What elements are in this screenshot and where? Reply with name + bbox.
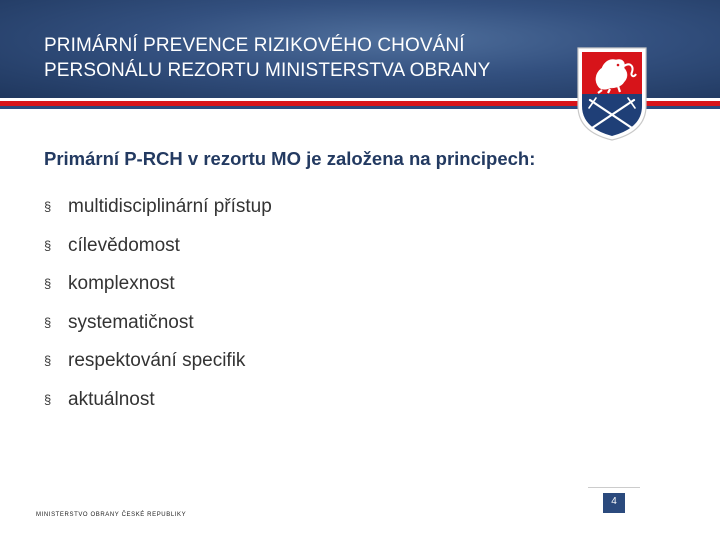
ministry-emblem-icon — [576, 46, 648, 142]
list-item-text: cílevědomost — [68, 234, 180, 256]
slide-title — [44, 33, 574, 83]
section-sign-bullet-icon: § — [44, 391, 52, 407]
list-item-text: komplexnost — [68, 273, 175, 294]
list-item — [44, 312, 272, 351]
list-item-text: respektování specifik — [68, 350, 246, 371]
section-sign-bullet-icon: § — [44, 353, 52, 368]
section-sign-bullet-icon: § — [44, 314, 52, 330]
section-sign-bullet-icon: § — [44, 237, 52, 253]
list-item — [44, 235, 272, 274]
list-item-text: aktuálnost — [68, 388, 155, 410]
footer-organization: MINISTERSTVO OBRANY ČESKÉ REPUBLIKY — [36, 512, 187, 518]
principles-list — [44, 196, 272, 427]
list-item — [44, 196, 272, 235]
section-sign-bullet-icon: § — [44, 276, 52, 291]
title-line-2: PERSONÁLU REZORTU MINISTERSTVA OBRANY — [44, 60, 491, 81]
list-item — [44, 350, 272, 389]
section-sign-bullet-icon: § — [44, 199, 52, 214]
list-item-text: systematičnost — [68, 311, 194, 333]
list-item-text: multidisciplinární přístup — [68, 196, 272, 217]
footer-divider — [588, 487, 640, 488]
page-number-badge: 4 — [603, 493, 625, 513]
title-line-1: PRIMÁRNÍ PREVENCE RIZIKOVÉHO CHOVÁNÍ — [44, 35, 465, 56]
list-item — [44, 389, 272, 428]
list-item — [44, 273, 272, 312]
content-subtitle: Primární P-RCH v rezortu MO je založena na principech: — [44, 148, 536, 169]
